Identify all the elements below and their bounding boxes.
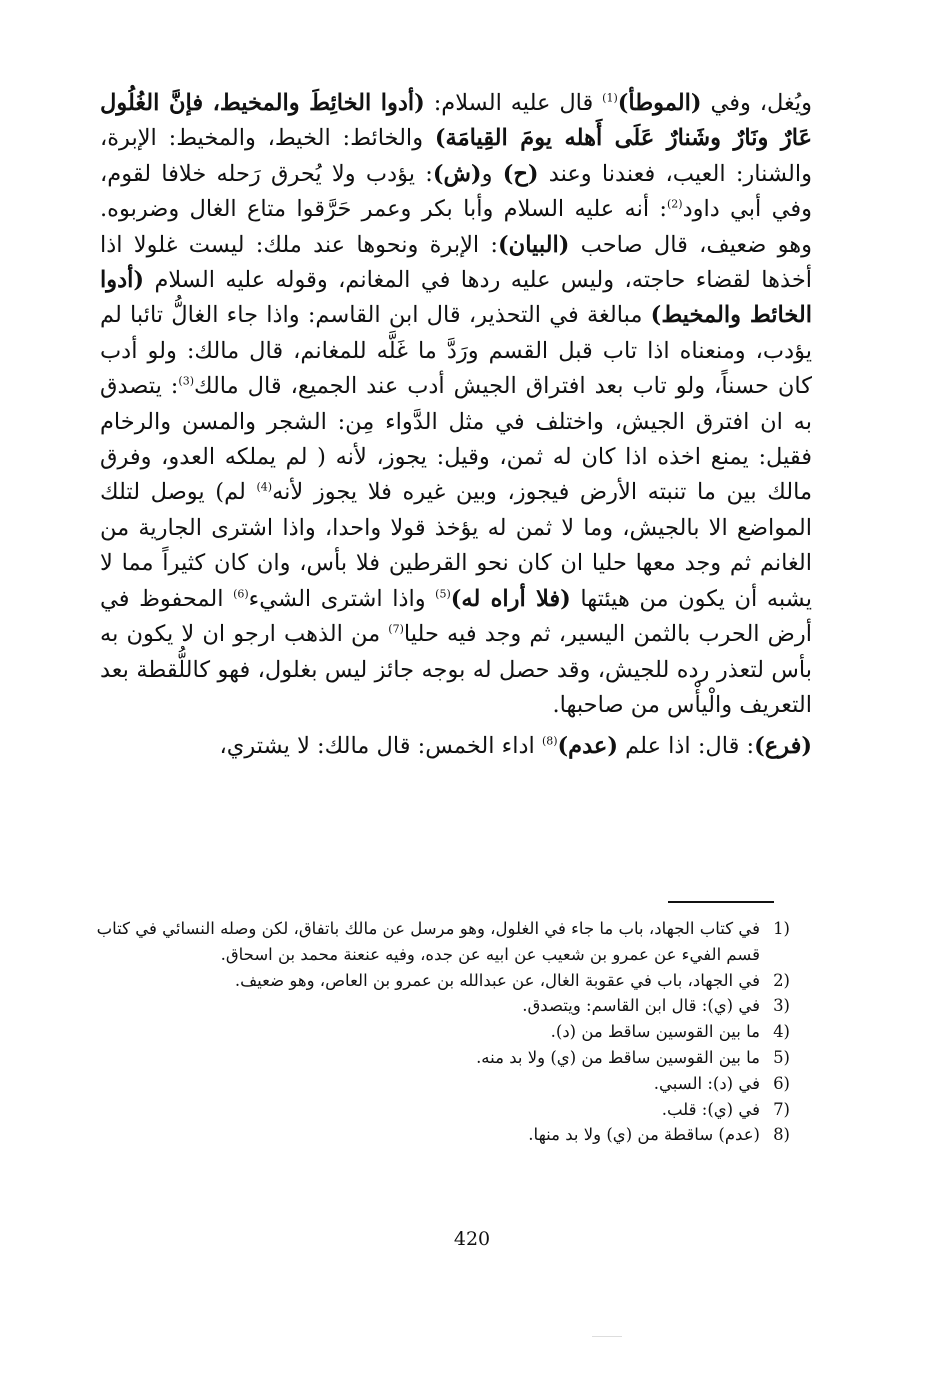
footnote-ref-4[interactable]: (4)	[256, 480, 273, 494]
footnote-1	[90, 916, 790, 968]
footnote-ref-7[interactable]: (7)	[388, 622, 404, 636]
footnote-text: في (ي): قال ابن القاسم: ويتصدق.	[522, 996, 760, 1016]
text-run: مبالغة في التحذير، قال ابن القاسم: واذا جاء الغالُّ تائبا لم يؤدب، ومنعناه اذا تاب قبل القسم ورَدَّ ما غَلَّه للمغانم، قال مالك: ولو أدب كان حسناً، ولو تاب بعد افتراق الجيش أدب عند الجميع، قال مالك	[100, 302, 812, 400]
text-run: لم) يوصل لتلك المواضع الا بالجيش، وما لا ثمن له يؤخذ قولا واحدا، واذا اشترى الجارية من الغانم ثم وجد معها حليا ان كان نحو القرطين فلا بأس، وان كان كثيراً مما لا يشبه أن يكون من هيئتها	[100, 479, 813, 612]
text-run: و	[481, 160, 503, 187]
paragraph-far	[100, 729, 812, 764]
footnote-text: في الجهاد، باب في عقوبة الغال، عن عبدالله بن عمرو بن العاص، وهو ضعيف.	[234, 970, 760, 990]
footnote-text: ما بين القوسين ساقط من (ي) ولا بد منه.	[476, 1047, 760, 1067]
footnote-number: 6)	[773, 1073, 790, 1093]
text-run: : أنه عليه السلام وأبا بكر وعمر حَرَّقوا متاع الغال وضربوه. وهو ضعيف، قال صاحب	[100, 196, 813, 258]
bold-run: (البيان)	[498, 231, 570, 258]
footnote-4	[90, 1019, 790, 1045]
footnote-ref-2[interactable]: (2)	[666, 197, 683, 211]
paragraph-main	[100, 86, 812, 723]
footnotes-list	[90, 916, 790, 1148]
footnote-divider	[668, 901, 774, 903]
text-run: : الإبرة ونحوها عند ملك: ليست غلولا اذا أخذها لقضاء حاجته، وليس عليه ردها في المغانم، وقوله عليه السلام	[100, 231, 812, 294]
footnote-number: 4)	[773, 1022, 790, 1042]
bold-run: (أدوا الخائط والمخيط)	[100, 267, 812, 329]
footnote-number: 2)	[773, 970, 790, 990]
bold-run: (فلا أراه له)	[450, 585, 571, 612]
footnote-number: 8)	[773, 1125, 790, 1145]
text-run: : يؤدب ولا يُحرق رَحله خلافا لقوم، وفي أبي داود	[100, 160, 812, 223]
text-run: قال عليه السلام:	[424, 90, 603, 116]
text-run: : يتصدق به ان افترق الجيش، واختلف في مثل الدَّواء مِن: الشجر والمسن والرخام فقيل: يمنع اخذه اذا كان له ثمن، وقيل: يجوز، لأنه ( لم يملكه العدو، وفرق مالك بين ما تنبته الأرض فيجوز، وبين غيره فلا يجوز لأنه	[100, 373, 812, 506]
footnote-number: 3)	[773, 996, 790, 1016]
text-run: : قال: اذا علم	[618, 733, 755, 760]
footnote-number: 1)	[773, 919, 790, 938]
footnote-6	[90, 1071, 790, 1097]
footnote-ref-3[interactable]: (3)	[178, 374, 194, 388]
footnote-ref-5[interactable]: (5)	[435, 587, 451, 601]
footnote-text: في (د): السبي.	[653, 1073, 760, 1093]
footnote-text: في (ي): قلب.	[661, 1099, 760, 1119]
bold-run: (ح)	[502, 160, 539, 187]
footnote-ref-1[interactable]: (1)	[602, 91, 618, 105]
bold-run: (ش)	[432, 160, 482, 187]
section-label: (فرع)	[754, 733, 812, 760]
page-number: 420	[453, 1228, 491, 1250]
main-text	[100, 86, 812, 765]
text-run: اداء الخمس: قال مالك: لا يشتري،	[219, 733, 542, 760]
footnote-2	[90, 968, 790, 994]
text-run: المحفوظ في أرض الحرب بالثمن اليسير، ثم وجد فيه حليا	[100, 585, 812, 648]
bold-run: (الموطأ)	[617, 90, 702, 116]
footnote-3	[90, 993, 790, 1019]
footnote-number: 7)	[773, 1099, 790, 1119]
text-run: من الذهب ارجو ان لا يكون به بأس لتعذر رده للجيش، وقد حصل له بوجه جائز ليس بغلول، فهو كاللُّقطة بعد التعريف والْيأْس من صاحبها.	[100, 621, 812, 718]
text-run: ويُغل، وفي	[701, 90, 812, 116]
footnote-ref-8[interactable]: (8)	[541, 734, 558, 748]
footnote-number: 5)	[773, 1047, 790, 1067]
footnote-text: ما بين القوسين ساقط من (د).	[550, 1022, 760, 1042]
text-run: واذا اشترى الشيء	[248, 585, 436, 612]
footnote-7	[90, 1097, 790, 1123]
scan-mark	[592, 1330, 622, 1337]
footnote-ref-6[interactable]: (6)	[233, 587, 249, 601]
hadith-quote: (أدوا الخائِطَ والمخيط، فإنَّ الغُلُول عَارٌ ونَارٌ وشَنارٌ عَلَى أَهله يومَ القِيامَة)	[100, 90, 812, 152]
footnote-text: (عدم) ساقطة من (ي) ولا بد منها.	[528, 1125, 760, 1145]
text-run: والخائط: الخيط، والمخيط: الإبرة، والشنار: العيب، فعندنا وعند	[100, 125, 812, 187]
footnote-8	[90, 1122, 790, 1148]
bold-run: (عدم)	[557, 733, 618, 760]
footnote-text: في كتاب الجهاد، باب ما جاء في الغلول، وهو مرسل عن مالك باتفاق، لكن وصله النسائي في كتاب قسم الفيء عن عمرو بن شعيب عن ابيه عن جده، وفيه عنعنة محمد بن اسحاق.	[96, 919, 760, 964]
footnote-5	[90, 1045, 790, 1071]
